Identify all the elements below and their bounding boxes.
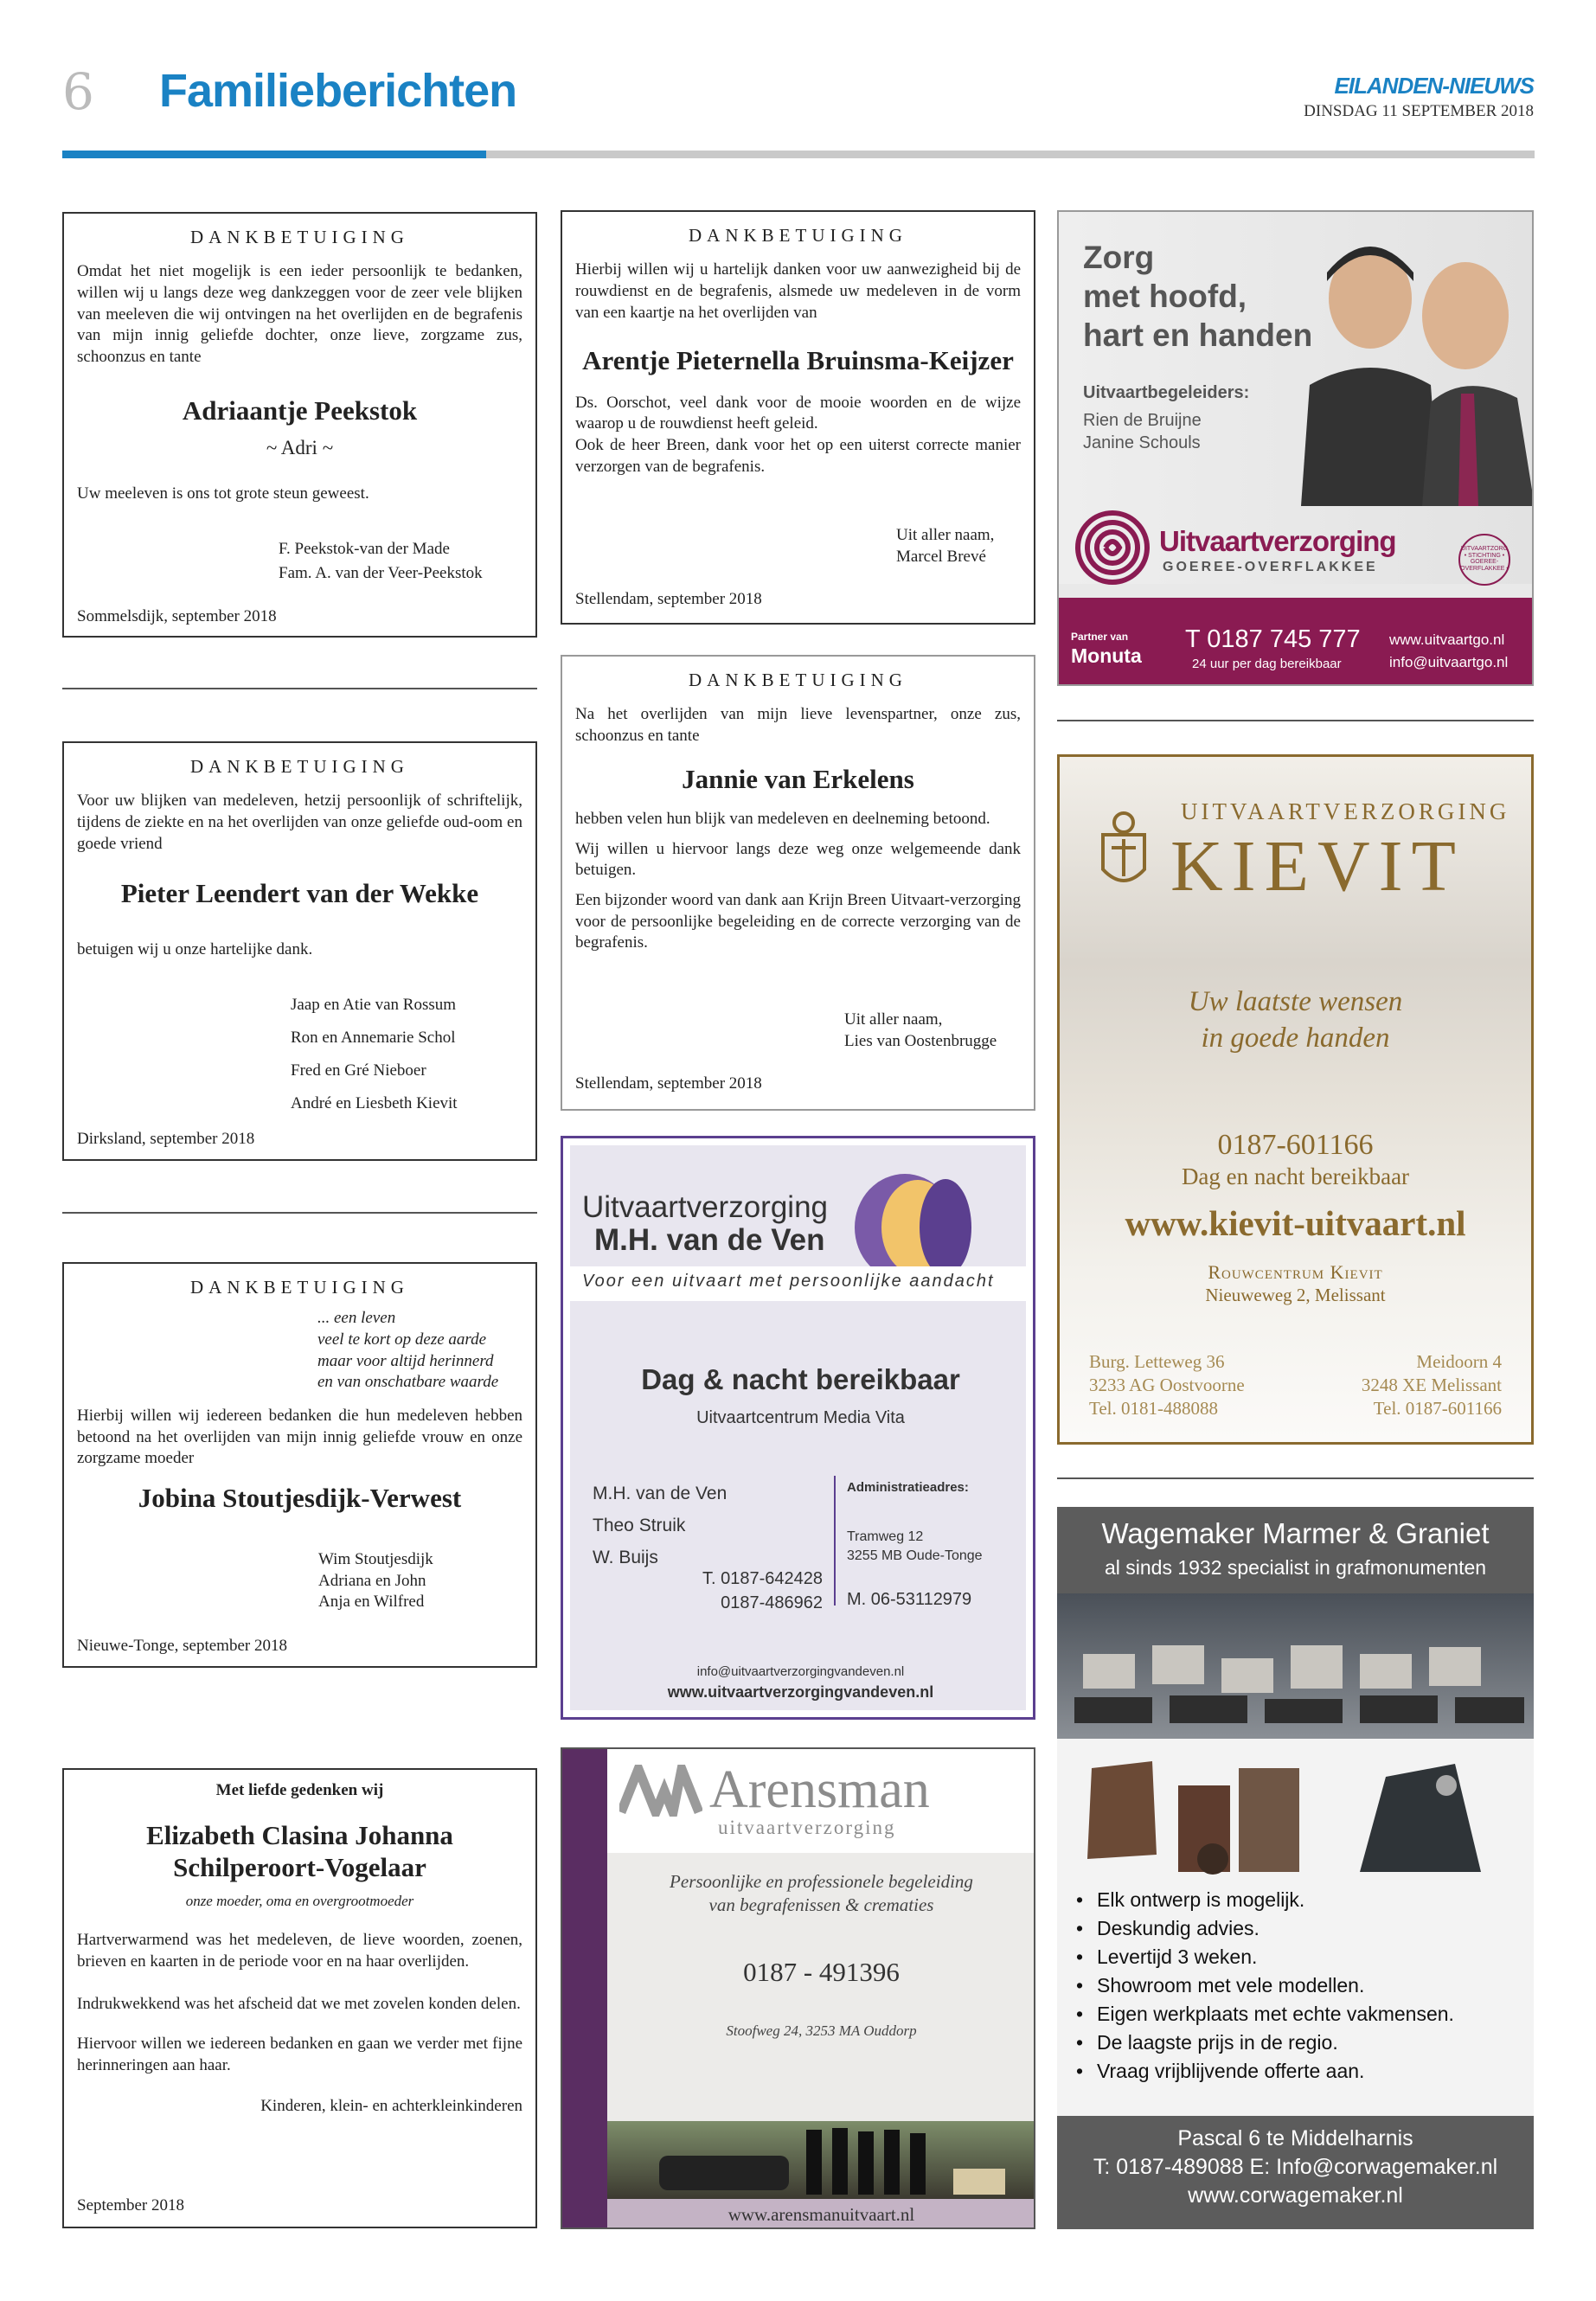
kievit-address: Burg. Letteweg 36: [1089, 1351, 1225, 1372]
notice-place-date: Nieuwe-Tonge, september 2018: [77, 1637, 287, 1655]
header-rule-accent: [62, 151, 486, 158]
vandeven-brand: Uitvaartverzorging: [582, 1190, 828, 1224]
vandeven-mobile: M. 06-53112979: [847, 1590, 972, 1609]
arensman-web: www.arensmanuitvaart.nl: [727, 2204, 915, 2225]
vandeven-address: Tramweg 12: [847, 1529, 924, 1544]
kievit-centre-address: Nieuweweg 2, Melissant: [1205, 1285, 1386, 1305]
deceased-name: Elizabeth Clasina Johanna Schilperoort-Vogelaar: [146, 1819, 453, 1882]
notice-stoutjesdijk: [62, 1262, 537, 1668]
wagemaker-address: Pascal 6 te Middelharnis: [1177, 2126, 1413, 2150]
kievit-crest-icon: [1091, 809, 1157, 895]
notice-schilperoort: [62, 1768, 537, 2228]
arensman-logo: Arensman: [709, 1760, 930, 1819]
gravestones-icon: [1074, 1742, 1524, 1881]
signer: Marcel Brevé: [896, 547, 986, 566]
wagemaker-showroom-photo: [1057, 1593, 1534, 1739]
partner-name: Monuta: [1071, 644, 1142, 667]
uitvaartgo-headline: hart en handen: [1083, 317, 1313, 353]
wagemaker-contact: T: 0187-489088 E: Info@corwagemaker.nl: [1093, 2155, 1498, 2179]
notice-place-date: Stellendam, september 2018: [575, 590, 762, 608]
signer: Adriana en John: [318, 1571, 426, 1590]
notice-paragraph: Een bijzonder woord van dank aan Krijn Breen Uitvaart-verzorging voor de persoonlijke begeleiding en de correcte verzorging van de begrafenis.: [575, 890, 1021, 952]
issue-date: DINSDAG 11 SEPTEMBER 2018: [1304, 102, 1534, 120]
uitvaartgo-name: Rien de Bruijne: [1083, 411, 1202, 430]
signer: F. Peekstok-van der Made: [279, 540, 450, 558]
page-number: 6: [62, 62, 94, 121]
deceased-relation: onze moeder, oma en overgrootmoeder: [185, 1893, 414, 1910]
arensman-photo: [607, 2121, 1035, 2199]
notice-intro: Hierbij willen wij u hartelijk danken voor uw aanwezigheid bij de rouwdienst en de begrafenis, alsmede uw medeleven in de vorm van een kaartje na het overlijden van: [575, 260, 1021, 322]
uitvaartgo-headline: met hoofd,: [1083, 279, 1247, 314]
signer: Uit aller naam,: [896, 526, 995, 544]
arensman-logo-sub: uitvaartverzorging: [718, 1817, 896, 1838]
notice-vanderwekke: [62, 741, 537, 1161]
deceased-name: Pieter Leendert van der Wekke: [120, 878, 479, 909]
kievit-phone: 0187-601166: [1217, 1129, 1374, 1161]
wagemaker-web: www.corwagemaker.nl: [1188, 2183, 1403, 2208]
notice-text: Uw meeleven is ons tot grote steun geweest.: [77, 484, 369, 503]
notice-intro: Na het overlijden van mijn lieve levenspartner, onze zus, schoonzus en tante: [575, 705, 1021, 745]
signer: Uit aller naam,: [844, 1010, 943, 1029]
uitvaartgo-brand: Uitvaartverzorging: [1159, 525, 1396, 557]
vandeven-centre: Uitvaartcentrum Media Vita: [696, 1408, 905, 1427]
fingerprint-logo-icon: [1071, 504, 1154, 587]
notice-heading: DANKBETUIGING: [689, 670, 907, 690]
vandeven-email: info@uitvaartverzorgingvandeven.nl: [696, 1664, 905, 1679]
staff-member: W. Buijs: [593, 1548, 658, 1567]
uitvaartgo-name: Janine Schouls: [1083, 433, 1201, 452]
kievit-address: Meidoorn 4: [1416, 1351, 1502, 1372]
notice-heading: DANKBETUIGING: [190, 756, 409, 777]
vandeven-phone: 0187-486962: [721, 1593, 823, 1612]
uitvaartgo-photo: [1292, 221, 1534, 506]
section-title: Familieberichten: [159, 65, 517, 117]
notice-intro: Voor uw blijken van medeleven, hetzij persoonlijk of schriftelijk, tijdens de ziekte en na het overlijden van onze geliefde oud-oom en goede vriend: [77, 792, 522, 853]
vandeven-web: www.uitvaartverzorgingvandeven.nl: [667, 1683, 934, 1701]
notice-paragraph: Wij willen u hiervoor langs deze weg onze welgemeende dank betuigen.: [575, 839, 1021, 880]
signer: Anja en Wilfred: [318, 1593, 425, 1612]
notice-intro: Hierbij willen wij iedereen bedanken die hun medeleven hebben betoond na het overlijden van mijn innig geliefde vrouw en onze zorgzame moeder: [77, 1407, 522, 1468]
wagemaker-subtitle: al sinds 1932 specialist in grafmonumenten: [1104, 1556, 1487, 1579]
kievit-name: KIEVIT: [1170, 826, 1465, 907]
arensman-address: Stoofweg 24, 3253 MA Ouddorp: [726, 2022, 917, 2039]
uitvaartgo-region: GOEREE-OVERFLAKKEE: [1163, 560, 1378, 574]
notice-text: betuigen wij u onze hartelijke dank.: [77, 939, 313, 958]
notice-heading: Met liefde gedenken wij: [215, 1781, 384, 1799]
arensman-tagline: Persoonlijke en professionele begeleiding: [670, 1871, 973, 1892]
kievit-address: Tel. 0181-488088: [1089, 1398, 1219, 1419]
column-divider: [62, 688, 537, 689]
kievit-centre: Rouwcentrum Kievit: [1208, 1261, 1383, 1283]
uitvaartgo-label: Uitvaartbegeleiders:: [1083, 383, 1250, 402]
column-divider: [1057, 720, 1534, 721]
kievit-slogan: Uw laatste wensen: [1188, 986, 1403, 1017]
notice-vanerkelens: [561, 655, 1035, 1111]
notice-heading: DANKBETUIGING: [689, 225, 907, 246]
signer: Fam. A. van der Veer-Peekstok: [279, 563, 483, 582]
notice-place-date: Stellendam, september 2018: [575, 1074, 762, 1093]
vandeven-name: M.H. van de Ven: [594, 1223, 825, 1257]
partner-label: Partner van: [1071, 631, 1129, 643]
signer: Kinderen, klein- en achterkleinkinderen: [260, 2096, 522, 2115]
kievit-phone-sub: Dag en nacht bereikbaar: [1181, 1163, 1410, 1189]
wagemaker-title: Wagemaker Marmer & Graniet: [1101, 1517, 1490, 1549]
vandeven-address: 3255 MB Oude-Tonge: [847, 1548, 983, 1563]
signer: Jaap en Atie van Rossum: [291, 996, 457, 1014]
arensman-logo-icon: [619, 1765, 702, 1817]
notice-place-date: Dirksland, september 2018: [77, 1130, 255, 1148]
ad-kievit: [1057, 754, 1534, 1445]
newspaper-brand: EILANDEN-NIEUWS: [1334, 73, 1534, 99]
signer: Fred en Gré Nieboer: [291, 1061, 426, 1080]
signer: Wim Stoutjesdijk: [318, 1550, 433, 1568]
staff-member: M.H. van de Ven: [593, 1484, 727, 1503]
feature-item: • Levertijd 3 weken.: [1071, 1943, 1454, 1971]
poem-line: en van onschatbare waarde: [317, 1373, 499, 1392]
kievit-top: UITVAARTVERZORGING: [1181, 798, 1510, 824]
feature-item: • De laagste prijs in de regio.: [1071, 2029, 1454, 2057]
feature-item: • Elk ontwerp is mogelijk.: [1071, 1886, 1454, 1914]
kievit-slogan: in goede handen: [1201, 1022, 1390, 1054]
poem-line: ... een leven: [317, 1309, 396, 1328]
deceased-name: Arentje Pieternella Bruinsma-Keijzer: [582, 345, 1014, 376]
poem-line: maar voor altijd herinnerd: [317, 1351, 494, 1370]
signer: André en Liesbeth Kievit: [291, 1094, 458, 1112]
notice-bruinsma: [561, 210, 1035, 625]
poem-line: veel te kort op deze aarde: [317, 1330, 487, 1349]
column-divider: [62, 1212, 537, 1214]
ad-uitvaartgo: [1057, 210, 1534, 686]
notice-place-date: September 2018: [77, 2196, 185, 2214]
uitvaartgo-web: www.uitvaartgo.nl: [1389, 631, 1505, 648]
kievit-address: Tel. 0187-601166: [1373, 1398, 1502, 1419]
notice-text: Ds. Oorschot, veel dank voor de mooie woorden en de wijze waarop u de rouwdienst heeft geleid. Ook de heer Breen, dank voor het op een uiterst correcte manier verzorgen van de begrafenis.: [575, 393, 1021, 476]
signer: Ron en Annemarie Schol: [291, 1029, 456, 1047]
notice-place-date: Sommelsdijk, september 2018: [77, 607, 277, 625]
feature-item: • Eigen werkplaats met echte vakmensen.: [1071, 2000, 1454, 2029]
wagemaker-features: [1071, 1886, 1454, 2086]
uitvaartgo-headline: Zorg: [1083, 240, 1155, 275]
deceased-name: Adriaantje Peekstok: [182, 394, 418, 426]
notice-paragraph: Indrukwekkend was het afscheid dat we met zovelen konden delen.: [77, 1994, 521, 2013]
uitvaartgo-seal: UITVAARTZORG • STICHTING • GOEREE-OVERFLAKKEE •: [1458, 534, 1510, 586]
uitvaartgo-phone-sub: 24 uur per dag bereikbaar: [1192, 657, 1342, 671]
deceased-nickname: ~ Adri ~: [266, 436, 334, 458]
notice-paragraph: Hartverwarmend was het medeleven, de lieve woorden, zoenen, brieven en kaarten in de periode voor en na haar overlijden.: [77, 1931, 522, 1971]
ad-wagemaker: [1057, 1507, 1534, 2229]
notice-paragraph: Hiervoor willen we iedereen bedanken en gaan we verder met fijne herinneringen aan haar.: [77, 2035, 522, 2074]
feature-item: • Deskundig advies.: [1071, 1914, 1454, 1943]
signer: Lies van Oostenbrugge: [844, 1031, 997, 1050]
notice-heading: DANKBETUIGING: [190, 227, 409, 247]
notice-intro: Omdat het niet mogelijk is een ieder persoonlijk te bedanken, willen wij u langs deze weg dankzeggen voor de zeer vele blijken van meeleven die wij ontvingen na het overlijden en de begrafenis van mijn innig geliefde dochter, onze lieve, zorgzame zus, schoonzus en tante: [77, 262, 522, 367]
vandeven-admin-label: Administratieadres:: [847, 1480, 969, 1495]
kievit-address: 3248 XE Melissant: [1361, 1375, 1502, 1395]
uitvaartgo-phone: T 0187 745 777: [1185, 625, 1361, 653]
vandeven-tagline: Voor een uitvaart met persoonlijke aandacht: [582, 1272, 995, 1291]
staff-member: Theo Struik: [593, 1516, 686, 1535]
kievit-web: www.kievit-uitvaart.nl: [1125, 1203, 1466, 1243]
notice-peekstok: [62, 212, 537, 638]
feature-item: • Vraag vrijblijvende offerte aan.: [1071, 2057, 1454, 2086]
deceased-name: Jobina Stoutjesdijk-Verwest: [138, 1483, 462, 1514]
vandeven-headline: Dag & nacht bereikbaar: [641, 1363, 960, 1395]
notice-heading: DANKBETUIGING: [190, 1277, 409, 1298]
notice-paragraph: hebben velen hun blijk van medeleven en deelneming betoond.: [575, 809, 990, 828]
column-divider: [1057, 1477, 1534, 1479]
arensman-phone: 0187 - 491396: [743, 1957, 900, 1987]
uitvaartgo-email: info@uitvaartgo.nl: [1389, 654, 1509, 670]
kievit-address: 3233 AG Oostvoorne: [1089, 1375, 1245, 1395]
vandeven-phone: T. 0187-642428: [702, 1569, 823, 1588]
feature-item: • Showroom met vele modellen.: [1071, 1971, 1454, 2000]
deceased-name: Jannie van Erkelens: [682, 763, 914, 794]
arensman-tagline: van begrafenissen & crematies: [708, 1894, 934, 1916]
ad-vandeven: [561, 1136, 1035, 1720]
ad-arensman: [561, 1747, 1035, 2229]
